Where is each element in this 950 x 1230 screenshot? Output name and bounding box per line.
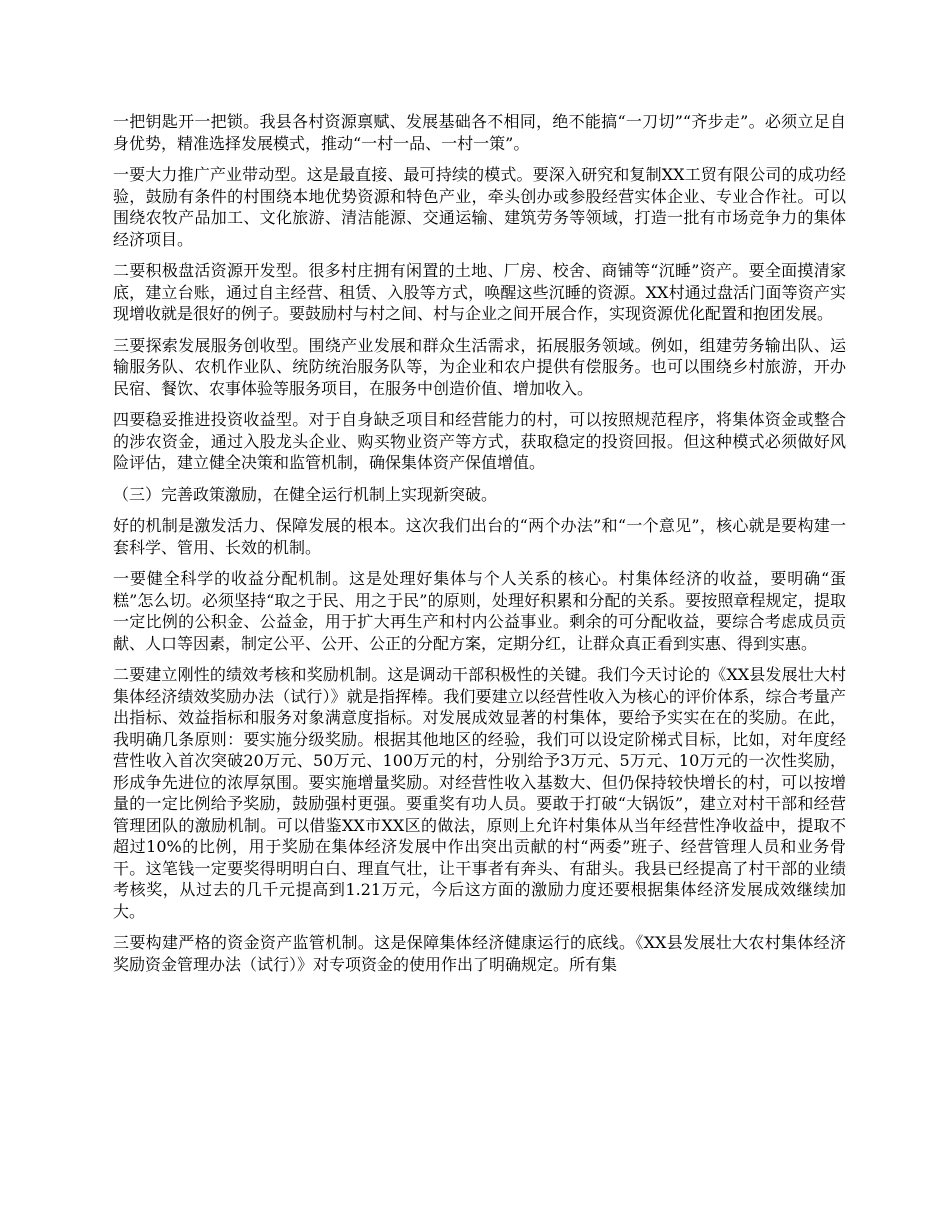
paragraph-mechanism-intro: 好的机制是激发活力、保障发展的根本。这次我们出台的“两个办法”和“一个意见”，核心就是要构建一套科学、管用、长效的机制。 <box>113 516 846 557</box>
paragraph-industry-driven: 一要大力推广产业带动型。这是最直接、最可持续的模式。要深入研究和复制XX工贸有限公司的成功经验，鼓励有条件的村围绕本地优势资源和特色产业，牵头创办或参股经营实体企业、专业合作社。可以围绕农牧产品加工、文化旅游、清洁能源、交通运输、建筑劳务等领域，打造一批有市场竞争力的集体经济项目。 <box>113 165 846 249</box>
section-heading-policy-incentives: （三）完善政策激励，在健全运行机制上实现新突破。 <box>113 484 498 504</box>
paragraph-service-income: 三要探索发展服务创收型。围绕产业发展和群众生活需求，拓展服务领域。例如，组建劳务输出队、运输服务队、农机作业队、统防统治服务队等，为企业和农户提供有偿服务。也可以围绕乡村旅游，开办民宿、餐饮、农事体验等服务项目，在服务中创造价值、增加收入。 <box>113 335 846 398</box>
paragraph-one-key-one-lock: 一把钥匙开一把锁。我县各村资源禀赋、发展基础各不相同，绝不能搞“一刀切”“齐步走”。必须立足自身优势，精准选择发展模式，推动“一村一品、一村一策”。 <box>113 112 846 153</box>
document-body <box>113 111 846 985</box>
paragraph-performance-rewards: 二要建立刚性的绩效考核和奖励机制。这是调动干部积极性的关键。我们今天讨论的《XX县发展壮大村集体经济绩效奖励办法（试行）》就是指挥棒。我们要建立以经营性收入为核心的评价体系，综合考量产出指标、效益指标和服务对象满意度指标。对发展成效显著的村集体，要给予实实在在的奖励。在此，我明确几条原则：要实施分级奖励。根据其他地区的经验，我们可以设定阶梯式目标，比如，对年度经营性收入首次突破20万元、50万元、100万元的村，分别给予3万元、5万元、10万元的一次性奖励，形成争先进位的浓厚氛围。要实施增量奖励。对经营性收入基数大、但仍保持较快增长的村，可以按增量的一定比例给予奖励，鼓励强村更强。要重奖有功人员。要敢于打破“大锅饭”，建立对村干部和经营管理团队的激励机制。可以借鉴XX市XX区的做法，原则上允许村集体从当年经营性净收益中，提取不超过10%的比例，用于奖励在集体经济发展中作出突出贡献的村“两委”班子、经营管理人员和业务骨干。这笔钱一定要奖得明明白白、理直气壮，让干事者有奔头、有甜头。我县已经提高了村干部的业绩考核奖，从过去的几千元提高到1.21万元，今后这方面的激励力度还要根据集体经济发展成效继续加大。 <box>113 665 846 921</box>
paragraph-income-distribution: 一要健全科学的收益分配机制。这是处理好集体与个人关系的核心。村集体经济的收益，要明确“蛋糕”怎么切。必须坚持“取之于民、用之于民”的原则，处理好积累和分配的关系。要按照章程规定，提取一定比例的公积金、公益金，用于扩大再生产和村内公益事业。剩余的可分配收益，要综合考虑成员贡献、人口等因素，制定公平、公开、公正的分配方案，定期分红，让群众真正看到实惠、得到实惠。 <box>113 569 846 653</box>
paragraph-investment-income: 四要稳妥推进投资收益型。对于自身缺乏项目和经营能力的村，可以按照规范程序，将集体资金或整合的涉农资金，通过入股龙头企业、购买物业资产等方式，获取稳定的投资回报。但这种模式必须做好风险评估，建立健全决策和监管机制，确保集体资产保值增值。 <box>113 410 846 472</box>
paragraph-fund-supervision: 三要构建严格的资金资产监管机制。这是保障集体经济健康运行的底线。《XX县发展壮大农村集体经济奖励资金管理办法（试行）》对专项资金的使用作出了明确规定。所有集 <box>113 933 846 974</box>
paragraph-resource-revitalization: 二要积极盘活资源开发型。很多村庄拥有闲置的土地、厂房、校舍、商铺等“沉睡”资产。要全面摸清家底，建立台账，通过自主经营、租赁、入股等方式，唤醒这些沉睡的资源。XX村通过盘活门面等资产实现增收就是很好的例子。要鼓励村与村之间、村与企业之间开展合作，实现资源优化配置和抱团发展。 <box>113 261 846 323</box>
